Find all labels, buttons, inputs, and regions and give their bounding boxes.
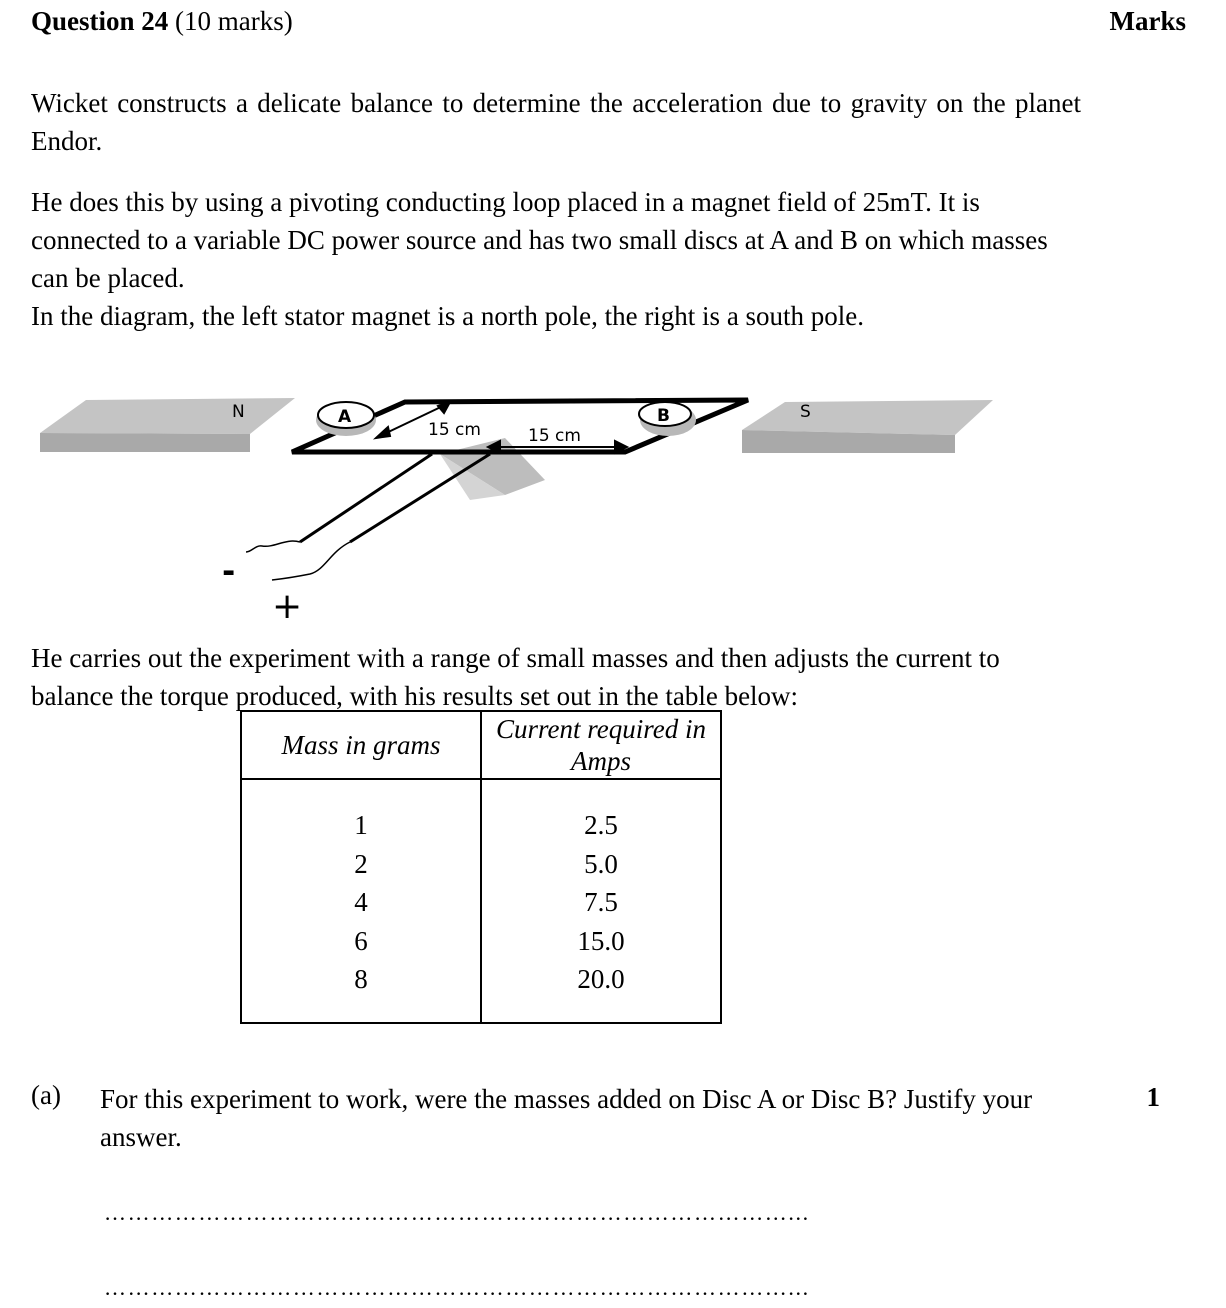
balance-diagram <box>0 380 1010 630</box>
marks-column-heading: Marks <box>1109 6 1186 36</box>
intro-paragraph-1: Wicket constructs a delicate balance to determine the acceleration due to gravity on the planet Endor. <box>31 88 1081 156</box>
current-value: 15.0 <box>577 925 625 956</box>
answer-line-1[interactable]: ……………………………………………………………………………... <box>104 1200 810 1225</box>
negative-terminal-label: - <box>222 552 236 590</box>
current-value: 5.0 <box>584 848 618 879</box>
results-table <box>240 710 722 1024</box>
current-value: 7.5 <box>584 887 618 917</box>
south-pole-label: S <box>800 402 811 422</box>
disc-a-label: A <box>338 407 352 427</box>
current-value: 20.0 <box>577 964 625 994</box>
disc-b-label: B <box>657 406 670 426</box>
question-label: Question 24 <box>31 6 169 36</box>
mass-value: 2 <box>354 848 368 879</box>
length-label-1: 15 cm <box>428 420 481 440</box>
intro-paragraph-3: In the diagram, the left stator magnet is a north pole, the right is a south pole. <box>31 301 865 331</box>
current-values-cell <box>481 779 721 1023</box>
part-a-question: For this experiment to work, were the masses added on Disc A or Disc B? Justify your answer. <box>100 1084 1033 1152</box>
north-magnet <box>40 398 295 452</box>
length-label-2: 15 cm <box>528 426 581 446</box>
mass-value: 6 <box>354 925 368 956</box>
answer-line-2[interactable]: ……………………………………………………………………………... <box>104 1275 810 1300</box>
positive-terminal-label: + <box>272 586 303 627</box>
part-a-label: (a) <box>31 1080 61 1110</box>
north-pole-label: N <box>232 402 245 422</box>
south-magnet <box>742 400 993 453</box>
mass-values-cell <box>241 779 481 1023</box>
mass-value: 8 <box>354 964 368 994</box>
current-value: 2.5 <box>584 810 618 840</box>
intro-paragraph-2: He does this by using a pivoting conducting loop placed in a magnet field of 25mT. It is connected to a variable DC power source and has two small discs at A and B on which masses can be placed. <box>31 187 1048 293</box>
question-heading <box>31 6 293 37</box>
mass-value: 1 <box>354 810 368 840</box>
mass-value: 4 <box>354 887 368 917</box>
part-a-marks: 1 <box>1146 1082 1160 1112</box>
wire-ends <box>246 541 350 580</box>
current-column-header: Current required in Amps <box>481 711 721 779</box>
mass-column-header: Mass in grams <box>241 711 481 779</box>
question-marks: (10 marks) <box>175 6 293 36</box>
experiment-paragraph: He carries out the experiment with a range of small masses and then adjusts the current to balance the torque produced, with his results set out in the table below: <box>31 643 1000 711</box>
